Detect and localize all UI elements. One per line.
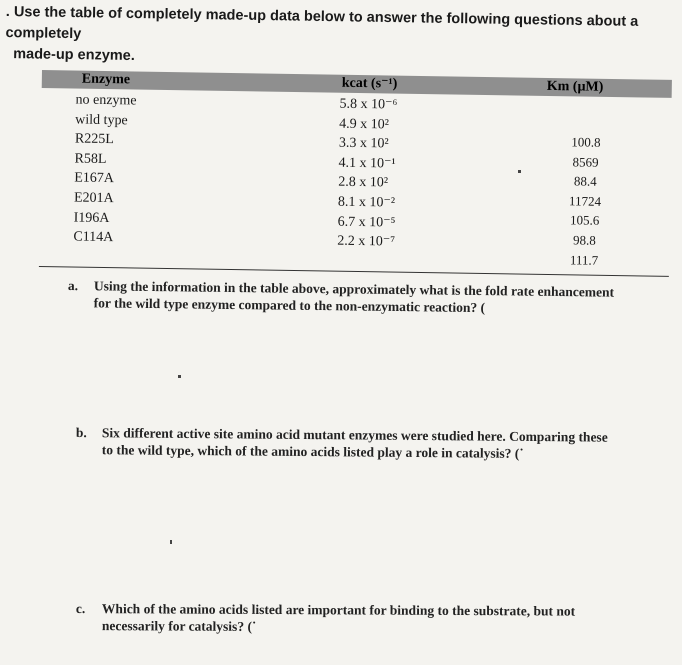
question-c <box>76 600 676 637</box>
enzyme-cell: no enzyme <box>75 92 137 109</box>
instructions-line-1: . Use the table of completely made-up data below to answer the following questions about a completely <box>5 3 639 43</box>
km-cell: 98.8 <box>572 232 596 248</box>
km-cell: 105.6 <box>569 212 600 229</box>
question-a-line-2: for the wild type enzyme compared to the non-enzymatic reaction? ( <box>93 295 486 316</box>
stray-mark <box>178 375 181 378</box>
question-b-line-2: to the wild type, which of the amino acids listed play a role in catalysis? (˙ <box>101 442 524 461</box>
question-c-line-2: necessarily for catalysis? (˙ <box>101 618 257 634</box>
kcat-cell: 3.3 x 10² <box>338 135 389 152</box>
enzyme-cell: E167A <box>74 170 115 187</box>
enzyme-cell: C114A <box>73 229 114 246</box>
enzyme-column <box>73 91 195 250</box>
question-a <box>68 277 678 318</box>
question-b-line-1: Six different active site amino acid mutant enzymes were studied here. Comparing these <box>101 425 608 445</box>
kcat-column <box>337 95 449 253</box>
header-enzyme: Enzyme <box>81 71 131 88</box>
enzyme-cell: E201A <box>73 190 114 207</box>
question-b <box>76 424 676 463</box>
header-km: Km (μM) <box>546 78 604 95</box>
kcat-cell: 2.8 x 10² <box>338 175 389 191</box>
km-column <box>539 132 631 271</box>
km-cell: 111.7 <box>569 251 599 268</box>
header-kcat: kcat (s⁻¹) <box>341 75 398 92</box>
question-a-line-1: Using the information in the table above, approximately what is the fold rate enhancement <box>93 278 615 300</box>
kcat-cell: 5.8 x 10⁻⁶ <box>339 96 398 113</box>
instructions <box>5 2 676 76</box>
kcat-cell: 8.1 x 10⁻² <box>337 194 396 211</box>
enzyme-data-table <box>39 70 672 280</box>
km-cell: 100.8 <box>571 134 601 150</box>
km-cell: 8569 <box>572 153 599 170</box>
enzyme-cell: I196A <box>73 210 110 226</box>
question-c-label: c. <box>75 601 86 617</box>
enzyme-cell: R58L <box>74 151 107 167</box>
enzyme-cell: wild type <box>75 112 128 128</box>
stray-mark <box>518 170 521 173</box>
km-cell: 11724 <box>568 193 602 209</box>
question-c-line-1: Which of the amino acids listed are important for binding to the substrate, but not <box>101 601 576 619</box>
stray-mark <box>170 540 172 544</box>
km-cell: 88.4 <box>573 173 597 189</box>
kcat-cell: 4.9 x 10² <box>339 116 390 133</box>
kcat-cell: 2.2 x 10⁻⁷ <box>337 233 396 250</box>
question-b-label: b. <box>75 424 87 441</box>
kcat-cell: 4.1 x 10⁻¹ <box>338 155 396 172</box>
question-a-label: a. <box>67 277 79 294</box>
enzyme-cell: R225L <box>74 131 114 148</box>
kcat-cell: 6.7 x 10⁻⁵ <box>337 214 396 231</box>
instructions-line-2: made-up enzyme. <box>13 46 135 65</box>
